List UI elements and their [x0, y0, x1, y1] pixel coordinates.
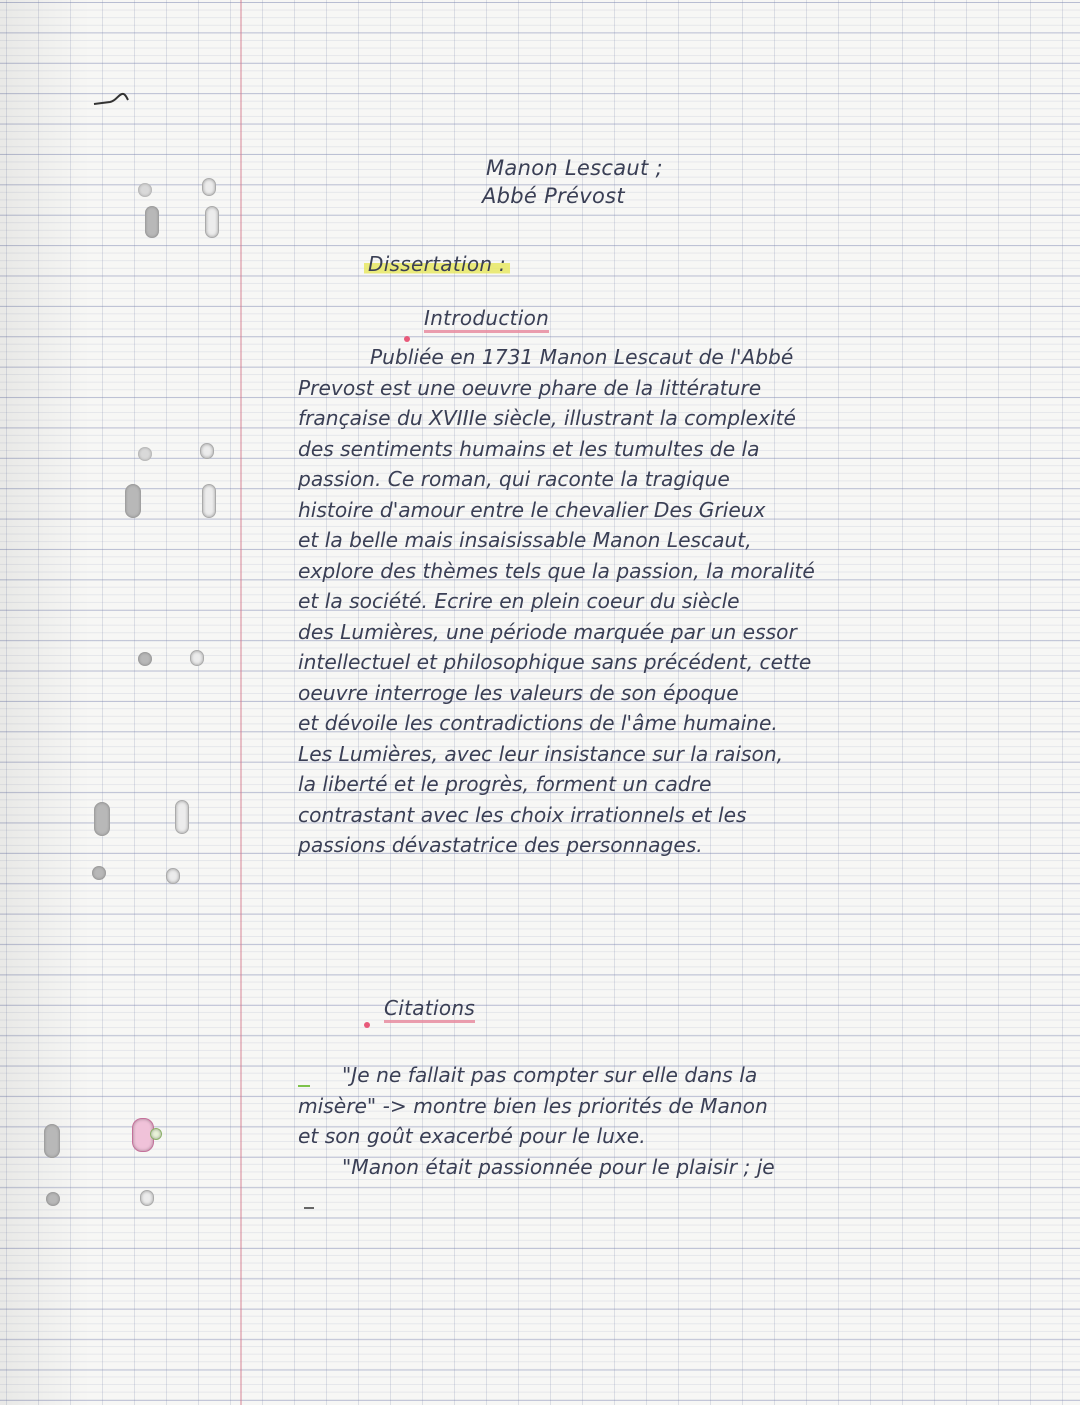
text-line: et la société. Ecrire en plein coeur du siècle — [298, 589, 740, 613]
binder-hole — [200, 443, 214, 459]
binder-hole — [138, 447, 152, 461]
binder-hole — [125, 484, 141, 518]
text-line: oeuvre interroge les valeurs de son époque — [298, 680, 739, 705]
bullet-icon — [364, 1022, 370, 1028]
binder-hole — [138, 183, 152, 197]
text-line: Prevost est une oeuvre phare de la littérature — [298, 375, 762, 400]
text-line: la liberté et le progrès, forment un cadre — [298, 772, 712, 796]
text-line: misère" -> montre bien les priorités de Manon — [298, 1093, 768, 1118]
binder-hole — [92, 866, 106, 880]
citations-heading — [384, 996, 475, 1020]
binder-hole — [202, 178, 216, 196]
binder-hole — [205, 206, 219, 238]
binder-hole — [140, 1190, 154, 1206]
introduction-paragraph — [298, 342, 1028, 861]
text-line: passion. Ce roman, qui raconte la tragique — [298, 467, 730, 491]
binder-hole — [138, 652, 152, 666]
text-line: française du XVIIIe siècle, illustrant la complexité — [298, 406, 796, 430]
text-line: passions dévastatrice des personnages. — [298, 833, 703, 857]
binder-hole — [202, 484, 216, 518]
text-line: histoire d'amour entre le chevalier Des Grieux — [298, 497, 766, 522]
binder-hole — [46, 1192, 60, 1206]
text-line: "Je ne fallait pas compter sur elle dans la — [342, 1063, 758, 1087]
text-line: et la belle mais insaisissable Manon Lescaut, — [298, 528, 752, 552]
text-line: des sentiments humains et les tumultes de la — [298, 436, 760, 461]
binder-hole — [94, 802, 110, 836]
citations-paragraph — [298, 1060, 1028, 1182]
section-label — [364, 252, 510, 276]
text-line: et son goût exacerbé pour le luxe. — [298, 1124, 646, 1148]
text-line: des Lumières, une période marquée par un essor — [298, 619, 797, 644]
binder-hole — [145, 206, 159, 238]
binder-hole — [175, 800, 189, 834]
citations-heading-text: Citations — [384, 996, 475, 1023]
margin-line — [240, 0, 242, 1405]
text-line: "Manon était passionnée pour le plaisir ; je — [342, 1154, 775, 1179]
binder-hole — [44, 1124, 60, 1158]
text-line: et dévoile les contradictions de l'âme humaine. — [298, 711, 778, 735]
dash-icon — [304, 1207, 314, 1209]
text-line: explore des thèmes tels que la passion, la moralité — [298, 558, 815, 583]
pen-mark-icon — [92, 92, 130, 106]
introduction-heading — [424, 306, 549, 330]
introduction-heading-text: Introduction — [424, 306, 549, 333]
page-shadow — [0, 0, 90, 1405]
binder-hole — [150, 1128, 162, 1140]
binder-hole — [166, 868, 180, 884]
text-line: Les Lumières, avec leur insistance sur la raison, — [298, 741, 784, 766]
text-line: Publiée en 1731 Manon Lescaut de l'Abbé — [370, 345, 794, 369]
title-line-2: Abbé Prévost — [482, 184, 625, 208]
binder-hole — [190, 650, 204, 666]
title-line-1: Manon Lescaut ; — [486, 156, 663, 180]
text-line: contrastant avec les choix irrationnels et les — [298, 802, 747, 827]
section-label-text: Dissertation : — [364, 252, 510, 276]
text-line: intellectuel et philosophique sans précédent, cette — [298, 650, 812, 674]
